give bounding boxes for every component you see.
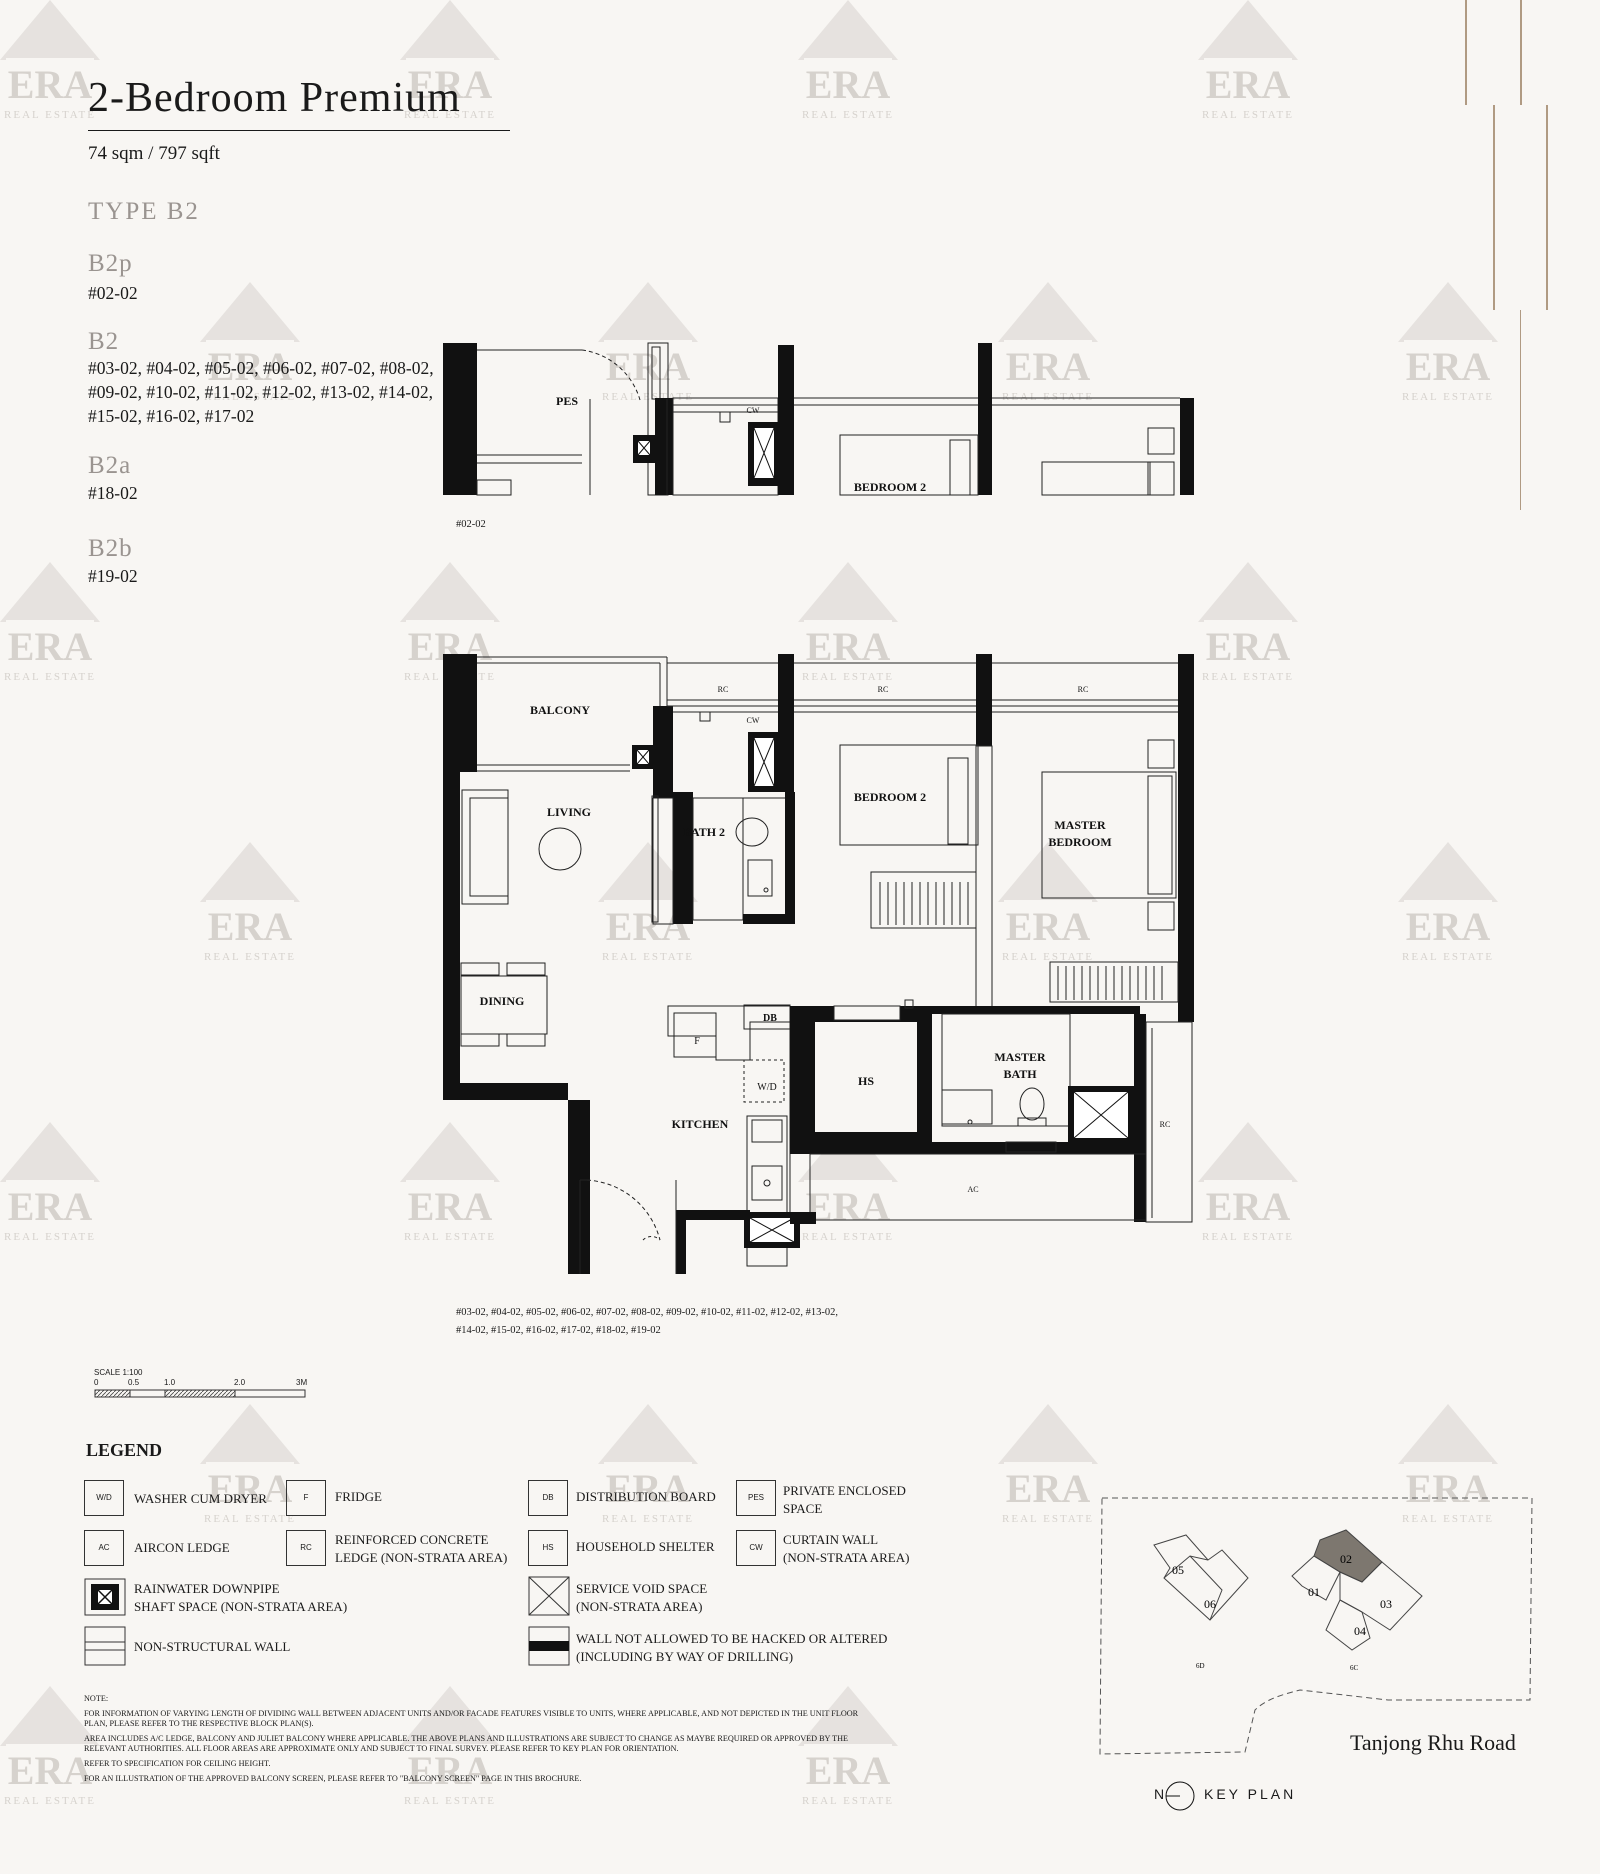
legend-code-box: W/D [84,1480,124,1516]
legend-code-box: F [286,1480,326,1516]
page-title: 2-Bedroom Premium [88,75,461,121]
scale-tick: 3M [296,1378,308,1387]
legend-text: FRIDGE [335,1489,382,1504]
legend-text: (INCLUDING BY WAY OF DRILLING) [576,1649,794,1664]
keyplan-unit: 01 [1308,1585,1320,1599]
variant-units: #18-02 [88,483,138,503]
legend-text: NON-STRUCTURAL WALL [134,1639,291,1654]
keyplan-block: 6D [1196,1662,1205,1670]
partial-plan [443,343,1194,495]
service-void-symbol [528,1576,570,1616]
scale-tick: 1.0 [164,1378,176,1387]
keyplan-unit: 06 [1204,1597,1216,1611]
scale-tick: 0 [94,1378,99,1387]
room-label: BATH [1003,1067,1037,1081]
legend-text: WALL NOT ALLOWED TO BE HACKED OR ALTERED [576,1631,888,1646]
room-label: AC [967,1185,979,1194]
scale-tick: 0.5 [128,1378,140,1387]
room-label: HS [857,1074,875,1088]
key-plan-title: KEY PLAN [1204,1786,1297,1802]
legend-code-box: HS [528,1530,568,1566]
legend-text: SHAFT SPACE (NON-STRATA AREA) [134,1599,348,1614]
legend-text: REINFORCED CONCRETE [335,1532,489,1547]
type-heading: TYPE B2 [88,198,200,225]
note: FOR INFORMATION OF VARYING LENGTH OF DIVIDING WALL BETWEEN ADJACENT UNITS AND/OR FACADE FEATURES VISIBLE TO UNITS, WHERE APPLICABLE, AND NOT DEPICTED IN THE UNIT FLOOR PLAN, PLEASE REFER TO THE RESPECTIVE BLOCK PLAN(S). [84,1709,859,1728]
variant-units: #03-02, #04-02, #05-02, #06-02, #07-02, #08-02, #09-02, #10-02, #11-02, #12-02, #13-02, #14-02, #15-02, #16-02, #17-02 [88,358,434,426]
note: REFER TO SPECIFICATION FOR CEILING HEIGHT. [84,1759,271,1768]
non-structural-wall-symbol [84,1626,126,1666]
note: FOR AN ILLUSTRATION OF THE APPROVED BALCONY SCREEN, PLEASE REFER TO "BALCONY SCREEN" PAGE IN THIS BROCHURE. [84,1774,582,1783]
keyplan-unit: 02 [1340,1552,1352,1566]
legend-text: WASHER CUM DRYER [134,1491,267,1506]
notes-heading: NOTE: [84,1694,109,1703]
legend-text: SPACE [783,1501,823,1516]
room-label: RC [717,685,729,694]
keyplan-unit: 03 [1380,1597,1392,1611]
room-label: LIVING [546,805,592,819]
room-label: DB [763,1013,777,1024]
keyplan-unit: 04 [1354,1624,1366,1638]
room-label: RC [1077,685,1089,694]
room-label: CW [746,716,760,725]
legend-code-box: PES [736,1480,776,1516]
room-label: BEDROOM [1048,835,1112,849]
rainwater-shaft-symbol [84,1578,126,1616]
room-label: F [694,1036,700,1047]
legend-text: (NON-STRATA AREA) [783,1550,910,1565]
legend-text: LEDGE (NON-STRATA AREA) [335,1550,508,1565]
block-6d-outline [1154,1535,1248,1620]
room-label: MASTER [1054,818,1106,832]
scale-bar [94,1388,308,1402]
room-label: BALCONY [529,703,591,717]
legend-code-box: RC [286,1530,326,1566]
legend-text: SERVICE VOID SPACE [576,1581,708,1596]
keyplan-unit: 05 [1172,1563,1184,1577]
scale-label: SCALE 1:100 [94,1368,143,1377]
room-label: CW [746,406,760,415]
notes [84,1694,874,1789]
variant-name: B2b [88,535,133,562]
legend-code-box: AC [84,1530,124,1566]
main-plan-caption: #03-02, #04-02, #05-02, #06-02, #07-02, #08-02, #09-02, #10-02, #11-02, #12-02, #13-02, [456,1307,838,1318]
structural-wall-symbol [528,1626,570,1666]
room-label: KITCHEN [671,1117,729,1131]
legend-text: AIRCON LEDGE [134,1540,230,1555]
variant-units: #02-02 [88,283,138,303]
room-label: BEDROOM 2 [853,790,927,804]
room-label: PES [555,394,579,408]
north-label: N [1154,1786,1165,1802]
legend-text: HOUSEHOLD SHELTER [576,1539,715,1554]
room-label: RC [1159,1120,1171,1129]
keyplan-block: 6C [1350,1664,1359,1672]
legend-text: PRIVATE ENCLOSED [783,1483,906,1498]
variant-units: #19-02 [88,566,138,586]
main-plan [443,654,1194,1274]
scale-tick: 2.0 [234,1378,246,1387]
road-name: Tanjong Rhu Road [1350,1730,1516,1755]
variant-name: B2 [88,328,120,355]
legend-text: CURTAIN WALL [783,1532,879,1547]
note: AREA INCLUDES A/C LEDGE, BALCONY AND JULIET BALCONY WHERE APPLICABLE. THE ABOVE PLANS AND ILLUSTRATIONS ARE SUBJECT TO CHANGE AS MAYBE REQUIRED OR APPROVED BY THE RELEVANT AUTHORITIES. ALL FLOOR AREAS ARE APPROXIMATE ONLY AND SUBJECT TO FINAL SURVEY. PLEASE REFER TO KEY PLAN FOR ORIENTATION. [84,1734,848,1753]
variant-name: B2a [88,452,132,479]
room-label: BEDROOM 2 [853,480,927,494]
legend-text: RAINWATER DOWNPIPE [134,1581,280,1596]
legend-text: DISTRIBUTION BOARD [576,1489,716,1504]
unit-area: 74 sqm / 797 sqft [88,143,220,164]
room-label: BATH 2 [682,825,726,839]
legend-code-box: DB [528,1480,568,1516]
room-label: W/D [757,1082,777,1093]
legend-heading: LEGEND [86,1440,163,1460]
variant-name: B2p [88,250,133,277]
legend-text: (NON-STRATA AREA) [576,1599,703,1614]
partial-plan-caption: #02-02 [456,519,486,530]
main-plan-caption: #14-02, #15-02, #16-02, #17-02, #18-02, #19-02 [456,1325,661,1336]
room-label: DINING [479,994,525,1008]
room-label: RC [877,685,889,694]
legend-code-box: CW [736,1530,776,1566]
room-label: MASTER [994,1050,1046,1064]
